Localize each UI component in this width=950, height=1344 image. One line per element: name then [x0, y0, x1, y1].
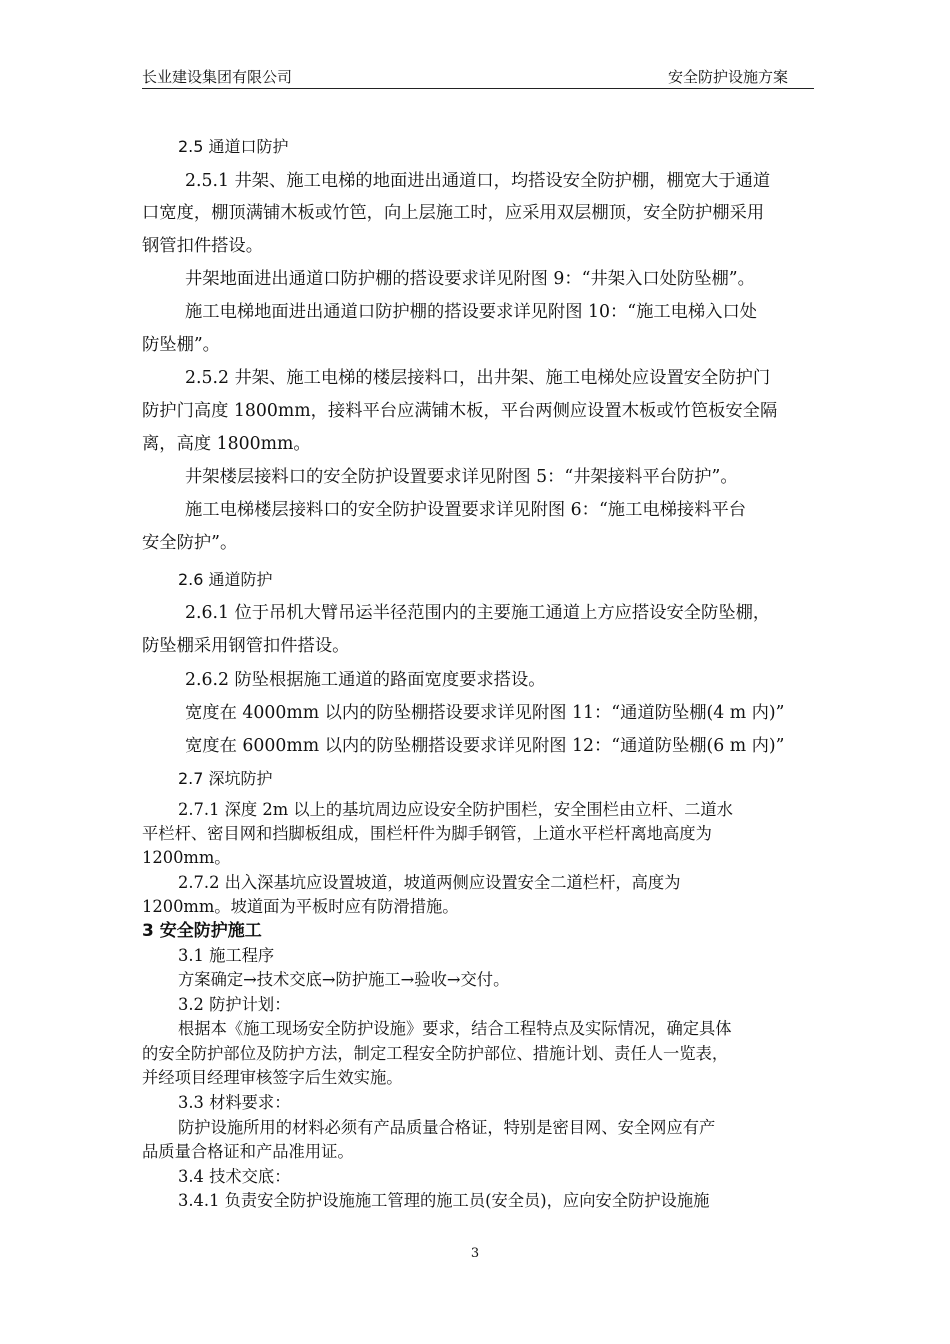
paragraph-line: 1200mm。坡道面为平板时应有防滑措施。 [142, 897, 459, 916]
paragraph-line: 施工电梯楼层接料口的安全防护设置要求详见附图 6：“施工电梯接料平台 [185, 500, 747, 520]
paragraph-line: 安全防护”。 [142, 533, 238, 553]
paragraph-line: 2.5.1 井架、施工电梯的地面进出通道口，均搭设安全防护棚，棚宽大于通道 [185, 171, 771, 191]
paragraph-line: 口宽度，棚顶满铺木板或竹笆，向上层施工时，应采用双层棚顶，安全防护棚采用 [142, 203, 765, 223]
subheading-3-1: 3.1 施工程序 [178, 946, 275, 965]
paragraph-line: 平栏杆、密目网和挡脚板组成，围栏杆件为脚手钢管，上道水平栏杆离地高度为 [142, 824, 712, 843]
paragraph-line: 宽度在 6000mm 以内的防坠棚搭设要求详见附图 12：“通道防坠棚(6 m 内)” [185, 736, 785, 756]
paragraph-line: 2.6.1 位于吊机大臂吊运半径范围内的主要施工通道上方应搭设安全防坠棚， [185, 603, 771, 623]
paragraph-line: 根据本《施工现场安全防护设施》要求，结合工程特点及实际情况，确定具体 [178, 1019, 732, 1038]
subheading-3-2: 3.2 防护计划： [178, 995, 291, 1014]
document-title: 安全防护设施方案 [667, 68, 788, 86]
paragraph-line: 并经项目经理审核签字后生效实施。 [142, 1068, 403, 1087]
section-heading-3: 3 安全防护施工 [142, 921, 262, 941]
paragraph-line: 钢管扣件搭设。 [142, 236, 263, 256]
paragraph-line: 1200mm。 [142, 848, 231, 867]
paragraph-line: 2.5.2 井架、施工电梯的楼层接料口，出井架、施工电梯处应设置安全防护门 [185, 368, 771, 388]
paragraph-line: 防坠棚采用钢管扣件搭设。 [142, 636, 350, 656]
paragraph-line: 宽度在 4000mm 以内的防坠棚搭设要求详见附图 11：“通道防坠棚(4 m 内)” [185, 703, 785, 723]
page-header [142, 64, 814, 89]
paragraph-line: 的安全防护部位及防护方法，制定工程安全防护部位、措施计划、责任人一览表， [142, 1044, 729, 1063]
paragraph-line: 施工电梯地面进出通道口防护棚的搭设要求详见附图 10：“施工电梯入口处 [185, 302, 758, 322]
paragraph-line: 2.7.1 深度 2m 以上的基坑周边应设安全防护围栏，安全围栏由立杆、二道水 [178, 800, 733, 819]
paragraph-line: 井架地面进出通道口防护棚的搭设要求详见附图 9：“井架入口处防坠棚”。 [185, 269, 755, 289]
paragraph-line: 3.4.1 负责安全防护设施施工管理的施工员(安全员)，应向安全防护设施施 [178, 1191, 710, 1210]
paragraph-line: 品质量合格证和产品准用证。 [142, 1142, 354, 1161]
subheading-3-3: 3.3 材料要求： [178, 1093, 291, 1112]
paragraph-line: 防护设施所用的材料必须有产品质量合格证，特别是密目网、安全网应有产 [178, 1118, 716, 1137]
paragraph-line: 2.6.2 防坠根据施工通道的路面宽度要求搭设。 [185, 670, 546, 690]
paragraph-line: 离，高度 1800mm。 [142, 434, 311, 454]
company-name: 长业建设集团有限公司 [142, 68, 293, 86]
section-heading-2-5: 2.5 通道口防护 [178, 137, 289, 156]
section-heading-2-7: 2.7 深坑防护 [178, 769, 273, 788]
paragraph-line: 防坠棚”。 [142, 335, 220, 355]
paragraph-line: 井架楼层接料口的安全防护设置要求详见附图 5：“井架接料平台防护”。 [185, 467, 738, 487]
section-heading-2-6: 2.6 通道防护 [178, 570, 273, 589]
paragraph-line: 防护门高度 1800mm，接料平台应满铺木板，平台两侧应设置木板或竹笆板安全隔 [142, 401, 778, 421]
page-number: 3 [470, 1246, 480, 1261]
paragraph-line: 方案确定→技术交底→防护施工→验收→交付。 [178, 970, 510, 989]
paragraph-line: 2.7.2 出入深基坑应设置坡道，坡道两侧应设置安全二道栏杆，高度为 [178, 873, 681, 892]
subheading-3-4: 3.4 技术交底： [178, 1167, 291, 1186]
